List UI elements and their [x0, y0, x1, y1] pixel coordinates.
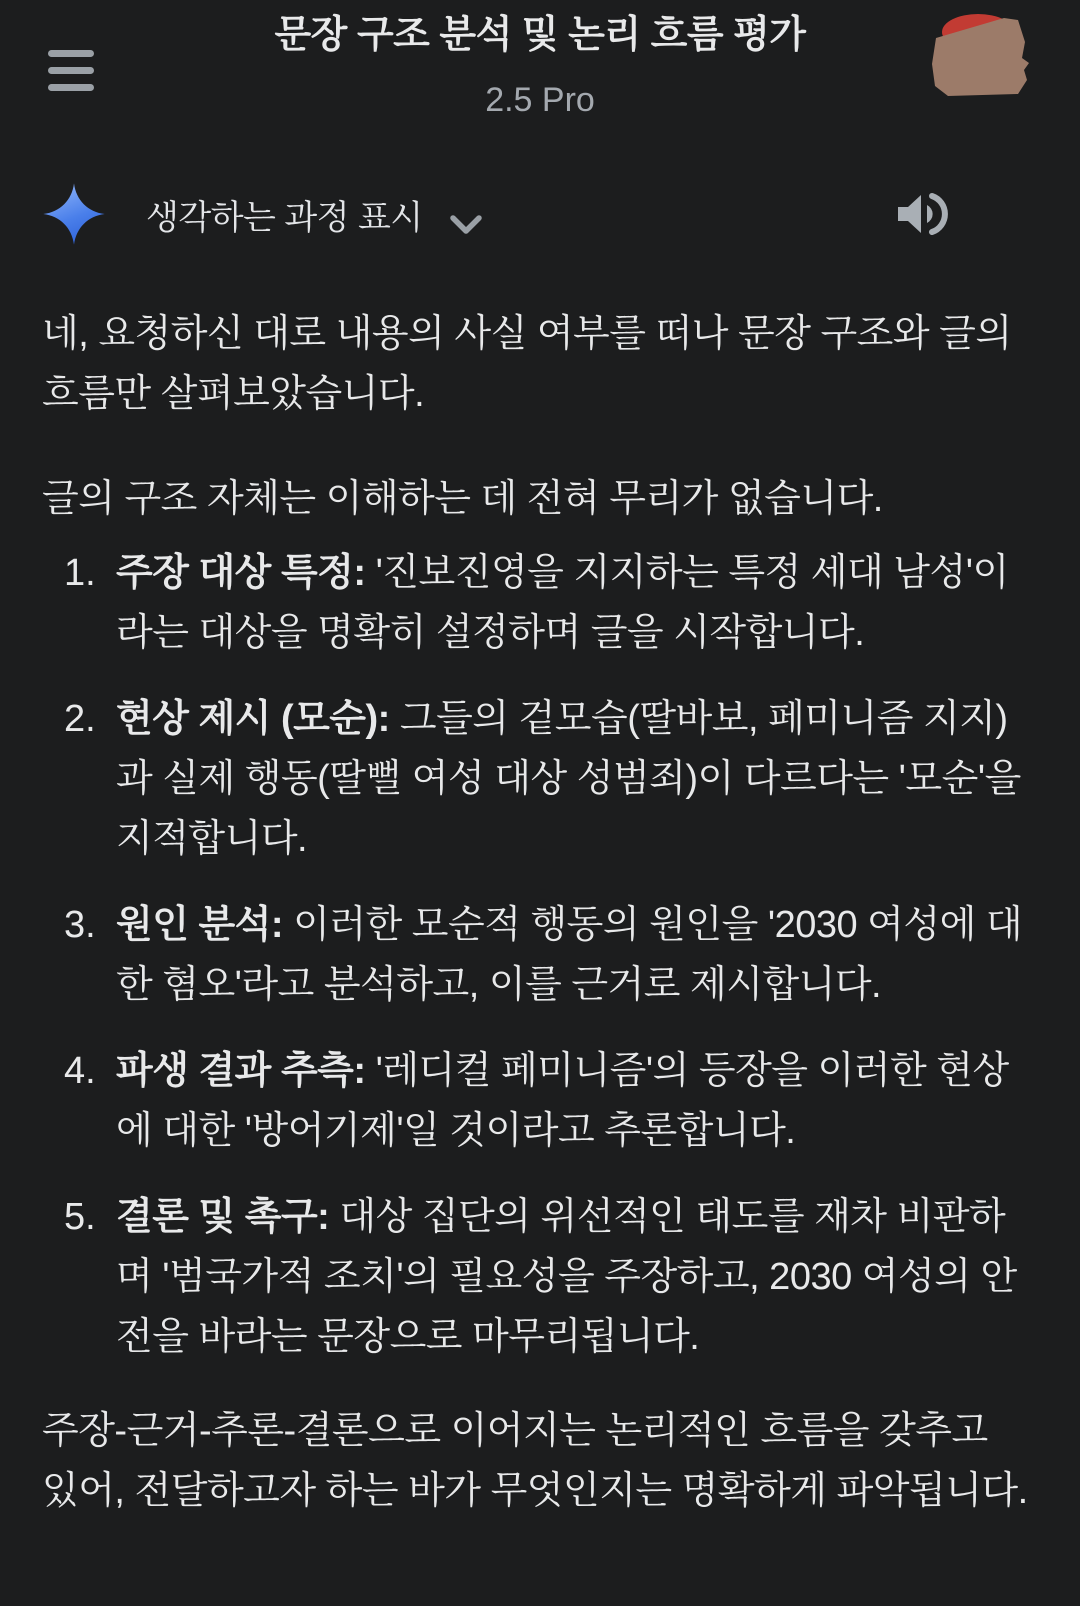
list-item-text: '레디컬 페미니즘'의 등장을 이러한 현상에 대한 '방어기제'일 것이라고 추론합니다.: [116, 1050, 1009, 1152]
list-number: 3.: [64, 904, 96, 946]
gemini-sparkle-icon: [42, 182, 106, 246]
speaker-button[interactable]: [896, 190, 948, 238]
list-item: [42, 543, 1032, 663]
list-item: [42, 689, 1032, 869]
response-header-row: [42, 182, 1038, 246]
speaker-icon: [896, 190, 948, 238]
paragraph-lead: 글의 구조 자체는 이해하는 데 전혀 무리가 없습니다.: [42, 478, 883, 520]
model-selector[interactable]: 2.5 Pro: [479, 80, 601, 120]
paragraph-intro: 네, 요청하신 대로 내용의 사실 여부를 떠나 문장 구조와 글의 흐름만 살펴보았습니다.: [42, 313, 1012, 415]
avatar[interactable]: [906, 6, 1056, 102]
list-number: 1.: [64, 552, 96, 594]
hamburger-icon: [48, 67, 94, 74]
list-item: [42, 1187, 1032, 1367]
thinking-toggle-label: 생각하는 과정 표시: [146, 198, 423, 237]
header: [0, 0, 1080, 120]
list-item-text: 이러한 모순적 행동의 원인을 '2030 여성에 대한 혐오'라고 분석하고, 이를 근거로 제시합니다.: [116, 904, 1023, 1006]
list-item-text: '진보진영을 지지하는 특정 세대 남성'이라는 대상을 명확히 설정하며 글을 시작합니다.: [116, 552, 1009, 654]
list-item-label: 결론 및 촉구:: [116, 1196, 330, 1238]
thinking-toggle[interactable]: [146, 190, 483, 239]
numbered-list: [42, 543, 1032, 1367]
list-number: 2.: [64, 698, 96, 740]
list-item-label: 주장 대상 특정:: [116, 552, 366, 594]
list-item-text: 대상 집단의 위선적인 태도를 재차 비판하며 '범국가적 조치'의 필요성을 주장하고, 2030 여성의 안전을 바라는 문장으로 마무리됩니다.: [116, 1196, 1017, 1358]
list-item-label: 파생 결과 추측:: [116, 1050, 366, 1092]
redacted-avatar-image: [906, 6, 1056, 102]
chat-title: 문장 구조 분석 및 논리 흐름 평가: [274, 14, 806, 56]
chevron-down-icon: [449, 206, 483, 228]
list-number: 4.: [64, 1050, 96, 1092]
response-body: [0, 304, 1080, 1521]
paragraph-outro: 주장-근거-추론-결론으로 이어지는 논리적인 흐름을 갖추고 있어, 전달하고자 하는 바가 무엇인지는 명확하게 파악됩니다.: [42, 1410, 1028, 1512]
list-number: 5.: [64, 1196, 96, 1238]
list-item-text: 그들의 겉모습(딸바보, 페미니즘 지지)과 실제 행동(딸뻘 여성 대상 성범죄)이 다르다는 '모순'을 지적합니다.: [116, 698, 1021, 860]
hamburger-icon: [48, 84, 94, 91]
list-item-label: 원인 분석:: [116, 904, 284, 946]
hamburger-icon: [48, 50, 94, 57]
menu-button[interactable]: [48, 50, 94, 91]
list-item: [42, 1041, 1032, 1161]
list-item: [42, 895, 1032, 1015]
list-item-label: 현상 제시 (모순):: [116, 698, 390, 740]
